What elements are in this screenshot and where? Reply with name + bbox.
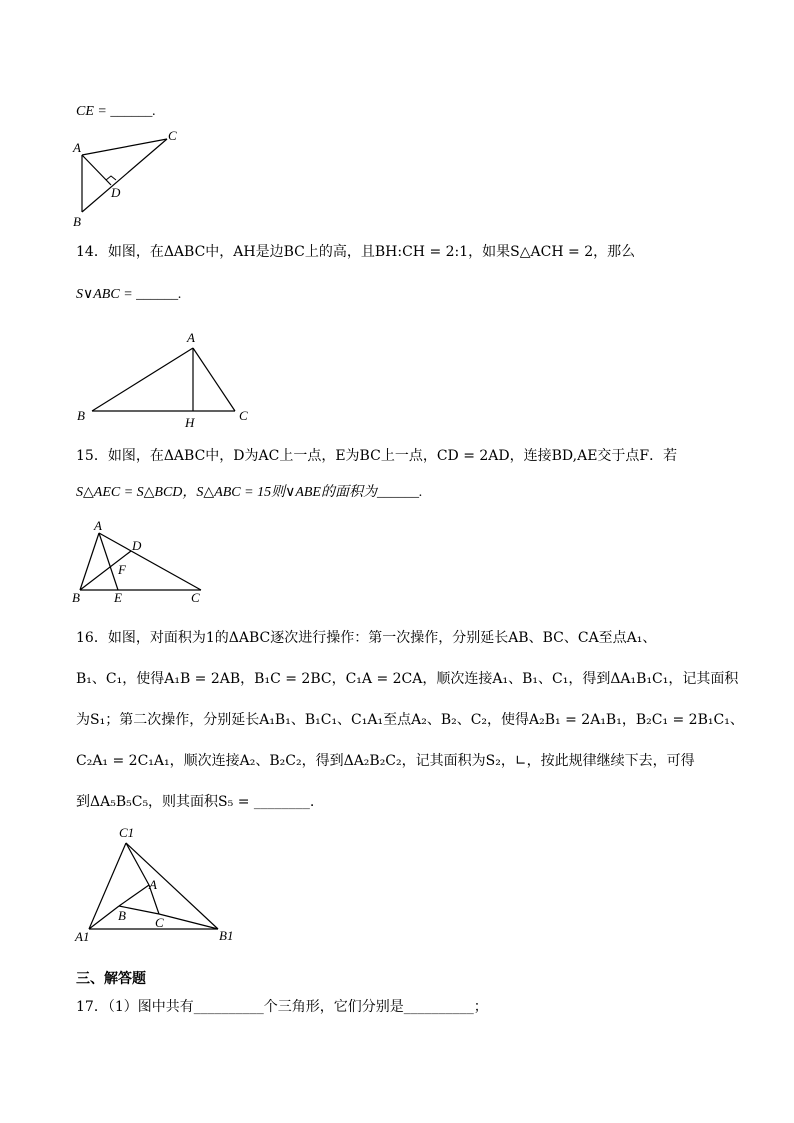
label-A: A [94,518,102,533]
label-A: A [73,140,81,155]
label-E: E [114,590,122,605]
figure-q15 [70,518,220,608]
section-title: 三、解答题 [76,971,146,987]
figure-q14 [75,328,255,428]
label-F: F [118,562,126,577]
q16-line2: B₁、C₁，使得A₁B = 2AB，B₁C = 2BC，C₁A = 2CA，顺次连接A₁、B₁、C₁，得到ΔA₁B₁C₁，记其面积 [76,671,739,687]
label-C: C [239,408,248,423]
label-A: A [187,330,195,345]
label-C1: C1 [119,825,135,840]
label-B: B [73,214,81,229]
label-B: B [118,908,126,923]
label-H: H [185,415,195,430]
label-C: C [155,915,164,930]
q16-line4: C₂A₁ = 2C₁A₁，顺次连接A₂、B₂C₂，得到ΔA₂B₂C₂，记其面积为S₂，∟，按此规律继续下去，可得 [76,753,695,769]
label-C: C [168,128,177,143]
label-D: D [132,538,142,553]
label-B: B [77,408,85,423]
q16-line1: 16．如图，对面积为1的ΔABC逐次进行操作：第一次操作，分别延长AB、BC、CA至点A₁、 [76,630,657,646]
q16-line3: 为S₁；第二次操作，分别延长A₁B₁、B₁C₁、C₁A₁至点A₂、B₂、C₂，使得A₂B₁ = 2A₁B₁，B₂C₁ = 2B₁C₁、 [76,712,744,728]
label-A1: A1 [75,929,90,944]
label-D: D [111,185,121,200]
label-C: C [191,590,200,605]
figure-q13 [70,128,190,228]
label-B1: B1 [219,928,234,943]
q17-line1: 17．（1）图中共有__________个三角形，它们分别是__________； [76,999,488,1015]
q14-line1: 14．如图，在ΔABC中，AH是边BC上的高，且BH:CH = 2:1，如果S△ACH = 2，那么 [76,244,636,260]
q15-line2: S△AEC = S△BCD，S△ABC = 15则∨ABE的面积为______. [76,485,423,500]
q13-tail: CE = ______. [76,104,156,119]
q16-line5: 到ΔA₅B₅C₅，则其面积S₅ = ________. [76,794,315,810]
figure-q16 [73,823,253,948]
q14-line2: S∨ABC = ______. [76,287,182,302]
label-A: A [149,877,157,892]
label-B: B [72,590,80,605]
q15-line1: 15．如图，在ΔABC中，D为AC上一点，E为BC上一点，CD = 2AD，连接BD,AE交于点F．若 [76,448,678,464]
